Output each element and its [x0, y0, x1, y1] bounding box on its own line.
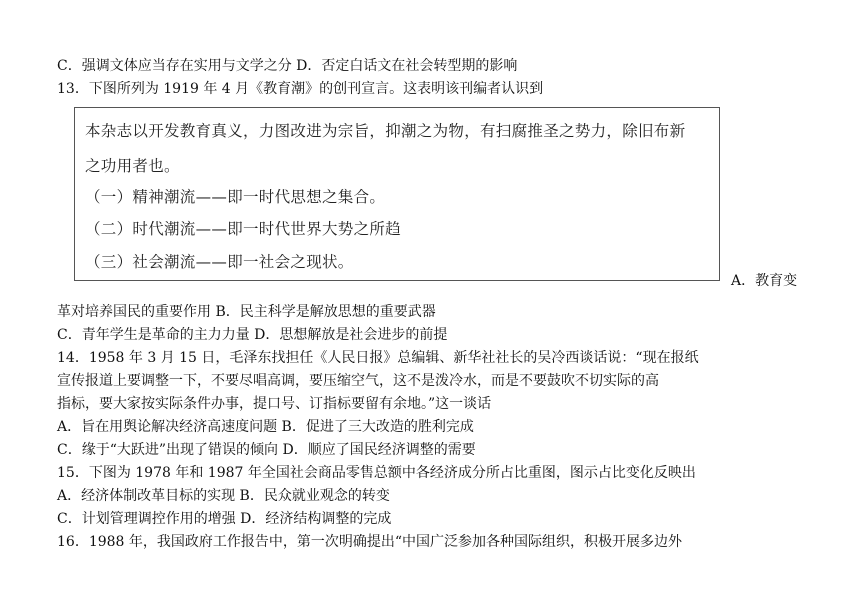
option-line-13cd: C．青年学生是革命的主力力量 D．思想解放是社会进步的前提	[57, 327, 448, 343]
quote-box	[74, 107, 720, 281]
option-line-14ab: A．旨在用舆论解决经济高速度问题 B．促进了三大改造的胜利完成	[57, 419, 474, 435]
question-16-stem: 16．1988 年，我国政府工作报告中，第一次明确提出“中国广泛参加各种国际组织，积极开展多边外	[57, 534, 683, 550]
quote-line: 之功用者也。	[85, 157, 180, 175]
question-13-stem: 13．下图所列为 1919 年 4 月《教育潮》的创刊宣言。这表明该刊编者认识到	[57, 81, 544, 97]
option-line-14cd: C．缘于“大跃进”出现了错误的倾向 D．顺应了国民经济调整的需要	[57, 442, 476, 458]
question-15-stem: 15．下图为 1978 年和 1987 年全国社会商品零售总额中各经济成分所占比重图，图示占比变化反映出	[57, 465, 696, 481]
question-14-stem: 14．1958 年 3 月 15 日，毛泽东找担任《人民日报》总编辑、新华社社长的吴冷西谈话说：“现在报纸	[57, 350, 699, 366]
quote-line: （三）社会潮流——即一社会之现状。	[85, 253, 354, 271]
question-14-stem-cont: 宣传报道上要调整一下，不要尽唱高调，要压缩空气，这不是泼冷水，而是不要鼓吹不切实际的高	[57, 373, 659, 389]
quote-line: （二）时代潮流——即一时代世界大势之所趋	[85, 220, 402, 238]
option-13a-start: A．教育变	[731, 273, 798, 289]
option-line-15cd: C．计划管理调控作用的增强 D．经济结构调整的完成	[57, 511, 392, 527]
quote-line: （一）精神潮流——即一时代思想之集合。	[85, 188, 386, 206]
quote-line: 本杂志以开发教育真义，力图改进为宗旨，抑潮之为物，有扫腐推圣之势力，除旧布新	[85, 122, 686, 140]
option-line-15ab: A．经济体制改革目标的实现 B．民众就业观念的转变	[57, 488, 390, 504]
option-line-12cd: C．强调文体应当存在实用与文学之分 D．否定白话文在社会转型期的影响	[57, 58, 518, 74]
question-14-stem-cont: 指标，要大家按实际条件办事，提口号、订指标要留有余地。”这一谈话	[57, 396, 492, 412]
option-line-13ab: 革对培养国民的重要作用 B．民主科学是解放思想的重要武器	[57, 304, 436, 320]
